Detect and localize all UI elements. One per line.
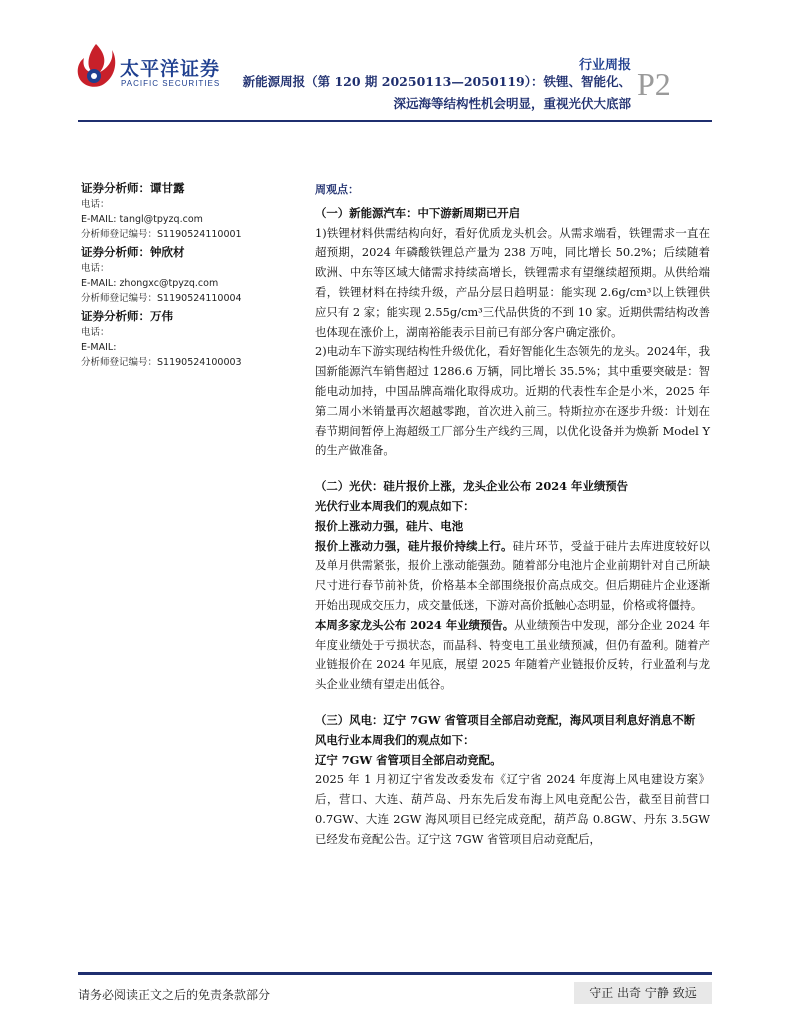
analyst-phone: 电话： bbox=[81, 327, 110, 338]
logo-chinese-name: 太平洋证券 bbox=[120, 58, 221, 80]
subheading: 风电行业本周我们的观点如下： bbox=[315, 732, 475, 747]
analyst-email: E-MAIL: bbox=[81, 342, 117, 353]
paragraph-body: 从业绩预告中发现，部分企业 2024 年年度业绩处于亏损状态，而晶科、特变电工虽业绩预减，但仍有盈利。随着产业链报价在 2024 年见底，展望 2025 年随着产业链报价反转，行业盈利与龙头企业业绩有望走出低谷。 bbox=[315, 617, 710, 692]
company-motto: 守正 出奇 宁静 致远 bbox=[574, 982, 712, 1004]
paragraph: 2)电动车下游实现结构性升级优化，看好智能化生态领先的龙头。2024年，我国新能源汽车销售超过 1286.6 万辆，同比增长 35.5%；其中重要突破是：智能电动加持，中国品牌高端化取得成功。近期的代表性车企是小米，2025 年第二周小米销量再次超越零跑，首次进入前三。特斯拉亦在逐步升级：计划在春节期间暂停上海超级工厂部分生产线约三周，以优化设备并为焕新 Model Y 的生产做准备。 bbox=[315, 344, 710, 458]
analyst-block bbox=[81, 244, 291, 306]
subheading: 报价上涨动力强，硅片、电池 bbox=[315, 518, 464, 533]
report-title-line1: 新能源周报（第 120 期 20250113—2050119）：铁锂、智能化、 bbox=[242, 74, 631, 89]
paragraph bbox=[315, 537, 710, 616]
section-heading-wind: （三）风电：辽宁 7GW 省管项目全部启动竞配，海风项目利息好消息不断 bbox=[315, 712, 696, 727]
analyst-phone: 电话： bbox=[81, 199, 110, 210]
analyst-email: E-MAIL: tangl@tpyzq.com bbox=[81, 214, 203, 225]
paragraph-body: 硅片环节，受益于硅片去库进度较好以及单月供需紧张，报价上涨动能强劲。随着部分电池片企业前期针对自己所缺尺寸进行春节前补货，价格基本全部围绕报价高点成交。但后期硅片企业逐渐开始出现成交压力，成交量低迷，下游对高价抵触心态明显，价格或将僵持。 bbox=[315, 538, 710, 612]
analyst-registration: 分析师登记编号：S1190524110004 bbox=[81, 293, 242, 304]
main-content bbox=[315, 180, 710, 850]
analyst-phone: 电话： bbox=[81, 263, 110, 274]
report-type: 行业周报 bbox=[578, 58, 631, 73]
analyst-name: 证券分析师：谭甘露 bbox=[81, 181, 185, 195]
header-divider bbox=[78, 120, 712, 122]
disclaimer-note: 请务必阅读正文之后的免责条款部分 bbox=[78, 988, 271, 1002]
analyst-registration: 分析师登记编号：S1190524100003 bbox=[81, 357, 242, 368]
analyst-email: E-MAIL: zhongxc@tpyzq.com bbox=[81, 278, 219, 289]
company-logo bbox=[74, 42, 234, 94]
analyst-sidebar bbox=[81, 180, 291, 372]
analyst-registration: 分析师登记编号：S1190524110001 bbox=[81, 229, 242, 240]
analyst-block bbox=[81, 180, 291, 242]
report-title-line2: 深远海等结构性机会明显，重视光伏大底部 bbox=[393, 96, 631, 111]
page-number: P2 bbox=[637, 66, 671, 102]
lead-sentence: 本周多家龙头公布 2024 年业绩预告。 bbox=[315, 617, 515, 632]
paragraph: 2025 年 1 月初辽宁省发改委发布《辽宁省 2024 年度海上风电建设方案》后，营口、大连、葫芦岛、丹东先后发布海上风电竞配公告，截至目前营口 0.7GW、大连 2GW 海风项目已经完成竞配，葫芦岛 0.8GW、丹东 3.5GW 已经发布竞配公告。辽宁这 7GW 省管项目启动竞配后， bbox=[315, 772, 710, 846]
subheading: 光伏行业本周我们的观点如下： bbox=[315, 498, 475, 513]
analyst-name: 证券分析师：钟欣材 bbox=[81, 245, 185, 259]
section-heading-ev: （一）新能源汽车：中下游新周期已开启 bbox=[315, 205, 521, 220]
logo-english-name: PACIFIC SECURITIES bbox=[121, 79, 221, 88]
pacific-securities-logo-icon bbox=[74, 42, 118, 94]
footer-divider bbox=[78, 972, 712, 975]
subheading: 辽宁 7GW 省管项目全部启动竞配。 bbox=[315, 752, 502, 767]
lead-sentence: 报价上涨动力强，硅片报价持续上行。 bbox=[315, 538, 513, 553]
analyst-block bbox=[81, 308, 291, 370]
weekly-view-label: 周观点： bbox=[315, 183, 359, 196]
paragraph: 1)铁锂材料供需结构向好，看好优质龙头机会。从需求端看，铁锂需求一直在超预期，2024 年磷酸铁锂总产量为 238 万吨，同比增长 50.2%；后续随着欧洲、中东等区域大储需求持续高增长，铁锂需求有望继续超预期。从供给端看，铁锂材料在持续升级，产品分层日趋明显：能实现 2.6g/cm³以上铁锂供应只有 2 家；能实现 2.55g/cm³三代品供货的不到 10 家。近期供需结构改善也体现在涨价上，湖南裕能表示目前已有部分客户确定涨价。 bbox=[315, 225, 710, 339]
paragraph bbox=[315, 616, 710, 695]
section-heading-pv: （二）光伏：硅片报价上涨，龙头企业公布 2024 年业绩预告 bbox=[315, 479, 629, 494]
analyst-name: 证券分析师：万伟 bbox=[81, 309, 173, 323]
